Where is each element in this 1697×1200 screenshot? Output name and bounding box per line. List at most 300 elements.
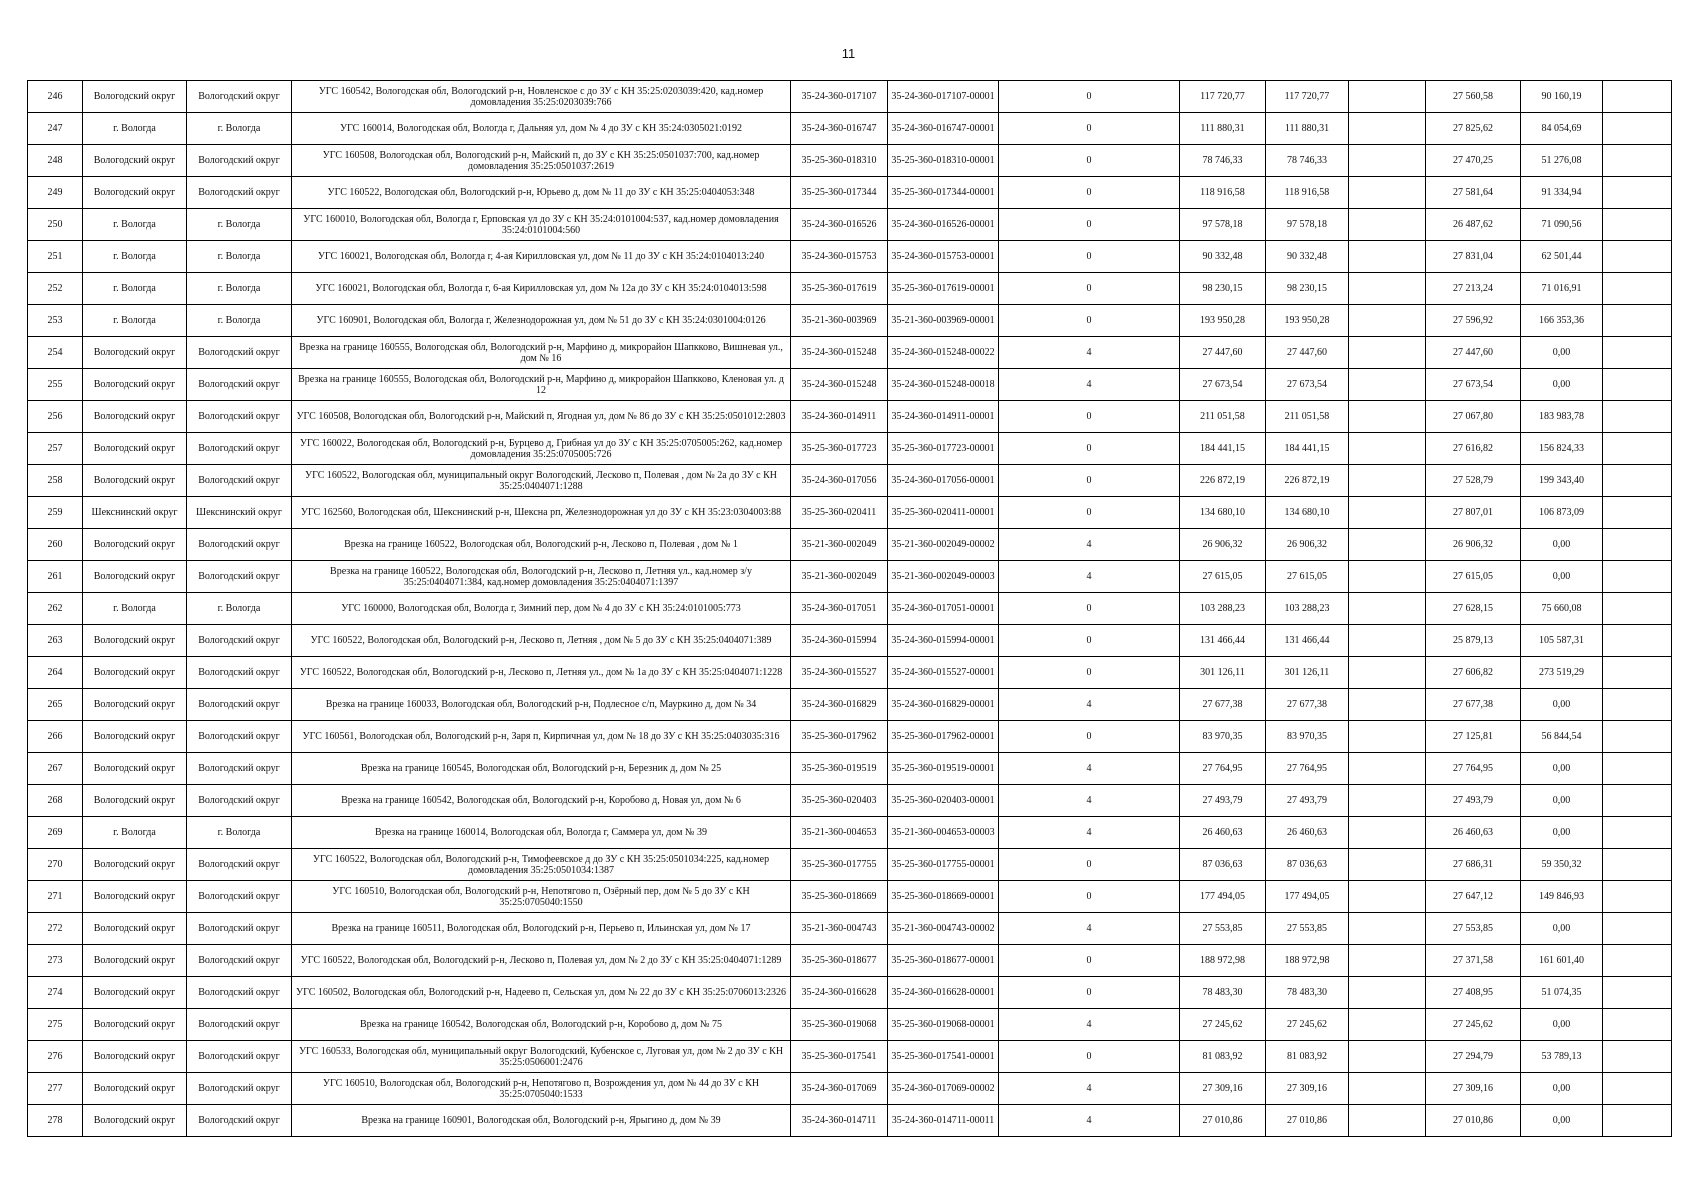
cell-empty-end-column: [1603, 753, 1672, 785]
cell-object-description: УГС 160522, Вологодская обл, Вологодский р-н, Тимофеевское д до ЗУ с КН 35:25:0501034:225, кад.номер домовладения 35:25:0501034:1387: [292, 849, 791, 881]
cell-empty-end-column: [1603, 81, 1672, 113]
cell-municipality: г. Вологда: [83, 593, 187, 625]
cell-row-number: 270: [28, 849, 83, 881]
cell-total-cost-repeat: 27 553,85: [1266, 913, 1349, 945]
cell-municipality: Вологодский округ: [83, 657, 187, 689]
cell-row-number: 274: [28, 977, 83, 1009]
cell-category: 4: [999, 337, 1180, 369]
cell-municipality: Вологодский округ: [83, 529, 187, 561]
cell-contract-code: 35-24-360-016628-00001: [888, 977, 999, 1009]
cell-object-description: УГС 160901, Вологодская обл, Вологда г, Железнодорожная ул, дом № 51 до ЗУ с КН 35:24:0301004:0126: [292, 305, 791, 337]
cell-connection-code: 35-25-360-020403: [791, 785, 888, 817]
cell-municipality: Вологодский округ: [83, 1105, 187, 1137]
cell-empty-end-column: [1603, 785, 1672, 817]
cell-connection-code: 35-25-360-017619: [791, 273, 888, 305]
cell-total-cost-repeat: 90 332,48: [1266, 241, 1349, 273]
cell-district: Вологодский округ: [187, 849, 292, 881]
cell-subsidy-amount: 75 660,08: [1521, 593, 1603, 625]
cell-row-number: 255: [28, 369, 83, 401]
cell-empty-column: [1349, 561, 1426, 593]
cell-row-number: 271: [28, 881, 83, 913]
cell-row-number: 258: [28, 465, 83, 497]
cell-contract-code: 35-25-360-019519-00001: [888, 753, 999, 785]
cell-category: 0: [999, 881, 1180, 913]
cell-empty-end-column: [1603, 1009, 1672, 1041]
cell-category: 4: [999, 913, 1180, 945]
cell-district: Вологодский округ: [187, 369, 292, 401]
cell-empty-end-column: [1603, 881, 1672, 913]
table-row: [28, 625, 1672, 657]
table-row: [28, 465, 1672, 497]
cell-empty-end-column: [1603, 945, 1672, 977]
cell-total-cost: 211 051,58: [1180, 401, 1266, 433]
cell-connection-code: 35-24-360-017056: [791, 465, 888, 497]
cell-empty-column: [1349, 177, 1426, 209]
cell-connection-code: 35-24-360-017069: [791, 1073, 888, 1105]
cell-total-cost-repeat: 131 466,44: [1266, 625, 1349, 657]
cell-object-description: Врезка на границе 160542, Вологодская обл, Вологодский р-н, Коробово д, Новая ул, дом № 6: [292, 785, 791, 817]
cell-district: г. Вологда: [187, 305, 292, 337]
cell-row-number: 249: [28, 177, 83, 209]
cell-applicant-payment: 27 528,79: [1426, 465, 1521, 497]
cell-total-cost: 87 036,63: [1180, 849, 1266, 881]
cell-total-cost-repeat: 98 230,15: [1266, 273, 1349, 305]
cell-subsidy-amount: 59 350,32: [1521, 849, 1603, 881]
cell-applicant-payment: 27 371,58: [1426, 945, 1521, 977]
cell-applicant-payment: 27 493,79: [1426, 785, 1521, 817]
cell-contract-code: 35-24-360-017107-00001: [888, 81, 999, 113]
cell-empty-end-column: [1603, 305, 1672, 337]
cell-total-cost: 90 332,48: [1180, 241, 1266, 273]
cell-district: Шекснинский округ: [187, 497, 292, 529]
cell-municipality: г. Вологда: [83, 113, 187, 145]
cell-total-cost-repeat: 111 880,31: [1266, 113, 1349, 145]
table-row: [28, 593, 1672, 625]
cell-total-cost-repeat: 177 494,05: [1266, 881, 1349, 913]
cell-subsidy-amount: 183 983,78: [1521, 401, 1603, 433]
cell-contract-code: 35-24-360-015527-00001: [888, 657, 999, 689]
cell-municipality: Вологодский округ: [83, 177, 187, 209]
cell-row-number: 272: [28, 913, 83, 945]
cell-row-number: 259: [28, 497, 83, 529]
cell-contract-code: 35-24-360-017069-00002: [888, 1073, 999, 1105]
cell-municipality: Вологодский округ: [83, 465, 187, 497]
cell-object-description: Врезка на границе 160901, Вологодская обл, Вологодский р-н, Ярыгино д, дом № 39: [292, 1105, 791, 1137]
cell-connection-code: 35-21-360-002049: [791, 529, 888, 561]
cell-municipality: Вологодский округ: [83, 977, 187, 1009]
cell-applicant-payment: 27 553,85: [1426, 913, 1521, 945]
cell-empty-end-column: [1603, 497, 1672, 529]
cell-object-description: УГС 160533, Вологодская обл, муниципальный округ Вологодский, Кубенское с, Луговая ул, дом № 2 до ЗУ с КН 35:25:0506001:2476: [292, 1041, 791, 1073]
cell-empty-column: [1349, 305, 1426, 337]
cell-row-number: 269: [28, 817, 83, 849]
table-row: [28, 657, 1672, 689]
cell-total-cost: 134 680,10: [1180, 497, 1266, 529]
cell-empty-column: [1349, 337, 1426, 369]
cell-total-cost: 177 494,05: [1180, 881, 1266, 913]
cell-applicant-payment: 27 616,82: [1426, 433, 1521, 465]
cell-empty-column: [1349, 433, 1426, 465]
cell-connection-code: 35-25-360-019068: [791, 1009, 888, 1041]
cell-applicant-payment: 27 470,25: [1426, 145, 1521, 177]
cell-row-number: 254: [28, 337, 83, 369]
cell-empty-end-column: [1603, 145, 1672, 177]
cell-municipality: г. Вологда: [83, 209, 187, 241]
cell-total-cost-repeat: 83 970,35: [1266, 721, 1349, 753]
cell-total-cost-repeat: 118 916,58: [1266, 177, 1349, 209]
cell-subsidy-amount: 106 873,09: [1521, 497, 1603, 529]
cell-connection-code: 35-24-360-015248: [791, 369, 888, 401]
cell-total-cost-repeat: 226 872,19: [1266, 465, 1349, 497]
cell-contract-code: 35-21-360-002049-00003: [888, 561, 999, 593]
cell-empty-column: [1349, 945, 1426, 977]
cell-contract-code: 35-25-360-018669-00001: [888, 881, 999, 913]
cell-connection-code: 35-25-360-017541: [791, 1041, 888, 1073]
cell-total-cost: 26 906,32: [1180, 529, 1266, 561]
cell-subsidy-amount: 62 501,44: [1521, 241, 1603, 273]
table-row: [28, 209, 1672, 241]
cell-connection-code: 35-25-360-018677: [791, 945, 888, 977]
cell-district: Вологодский округ: [187, 1105, 292, 1137]
cell-empty-column: [1349, 785, 1426, 817]
cell-subsidy-amount: 51 074,35: [1521, 977, 1603, 1009]
cell-municipality: Вологодский округ: [83, 721, 187, 753]
cell-municipality: г. Вологда: [83, 817, 187, 849]
cell-total-cost-repeat: 78 746,33: [1266, 145, 1349, 177]
cell-empty-column: [1349, 753, 1426, 785]
cell-subsidy-amount: 53 789,13: [1521, 1041, 1603, 1073]
cell-subsidy-amount: 71 016,91: [1521, 273, 1603, 305]
cell-municipality: Вологодский округ: [83, 81, 187, 113]
cell-object-description: Врезка на границе 160014, Вологодская обл, Вологда г, Саммера ул, дом № 39: [292, 817, 791, 849]
cell-empty-column: [1349, 273, 1426, 305]
cell-subsidy-amount: 161 601,40: [1521, 945, 1603, 977]
cell-applicant-payment: 27 673,54: [1426, 369, 1521, 401]
cell-empty-end-column: [1603, 1105, 1672, 1137]
cell-municipality: г. Вологда: [83, 241, 187, 273]
cell-connection-code: 35-24-360-017051: [791, 593, 888, 625]
cell-total-cost: 27 447,60: [1180, 337, 1266, 369]
cell-contract-code: 35-21-360-003969-00001: [888, 305, 999, 337]
cell-applicant-payment: 27 596,92: [1426, 305, 1521, 337]
cell-applicant-payment: 27 807,01: [1426, 497, 1521, 529]
cell-municipality: Шекснинский округ: [83, 497, 187, 529]
cell-district: Вологодский округ: [187, 1041, 292, 1073]
cell-object-description: УГС 160542, Вологодская обл, Вологодский р-н, Новленское с до ЗУ с КН 35:25:0203039:420, кад.номер домовладения 35:25:0203039:766: [292, 81, 791, 113]
cell-empty-end-column: [1603, 177, 1672, 209]
cell-applicant-payment: 27 245,62: [1426, 1009, 1521, 1041]
cell-district: Вологодский округ: [187, 913, 292, 945]
cell-municipality: Вологодский округ: [83, 945, 187, 977]
cell-total-cost: 103 288,23: [1180, 593, 1266, 625]
cell-municipality: г. Вологда: [83, 273, 187, 305]
cell-district: Вологодский округ: [187, 881, 292, 913]
cell-category: 0: [999, 209, 1180, 241]
cell-total-cost: 118 916,58: [1180, 177, 1266, 209]
cell-total-cost: 27 010,86: [1180, 1105, 1266, 1137]
cell-district: Вологодский округ: [187, 945, 292, 977]
cell-object-description: Врезка на границе 160545, Вологодская обл, Вологодский р-н, Березник д, дом № 25: [292, 753, 791, 785]
cell-empty-end-column: [1603, 913, 1672, 945]
cell-total-cost: 27 615,05: [1180, 561, 1266, 593]
cell-connection-code: 35-24-360-015248: [791, 337, 888, 369]
cell-category: 0: [999, 945, 1180, 977]
cell-contract-code: 35-21-360-004743-00002: [888, 913, 999, 945]
cell-municipality: Вологодский округ: [83, 785, 187, 817]
cell-empty-end-column: [1603, 1073, 1672, 1105]
cell-row-number: 266: [28, 721, 83, 753]
cell-connection-code: 35-25-360-017962: [791, 721, 888, 753]
cell-row-number: 265: [28, 689, 83, 721]
table-row: [28, 145, 1672, 177]
table-row: [28, 561, 1672, 593]
cell-subsidy-amount: 105 587,31: [1521, 625, 1603, 657]
cell-district: г. Вологда: [187, 593, 292, 625]
cell-district: Вологодский округ: [187, 529, 292, 561]
cell-empty-end-column: [1603, 529, 1672, 561]
cell-subsidy-amount: 71 090,56: [1521, 209, 1603, 241]
cell-subsidy-amount: 0,00: [1521, 561, 1603, 593]
cell-empty-end-column: [1603, 561, 1672, 593]
cell-total-cost-repeat: 188 972,98: [1266, 945, 1349, 977]
cell-empty-end-column: [1603, 273, 1672, 305]
cell-subsidy-amount: 51 276,08: [1521, 145, 1603, 177]
cell-total-cost: 301 126,11: [1180, 657, 1266, 689]
cell-connection-code: 35-25-360-020411: [791, 497, 888, 529]
cell-empty-end-column: [1603, 657, 1672, 689]
cell-category: 0: [999, 401, 1180, 433]
cell-total-cost: 97 578,18: [1180, 209, 1266, 241]
cell-empty-end-column: [1603, 977, 1672, 1009]
cell-contract-code: 35-25-360-017962-00001: [888, 721, 999, 753]
cell-total-cost-repeat: 134 680,10: [1266, 497, 1349, 529]
cell-total-cost: 184 441,15: [1180, 433, 1266, 465]
cell-total-cost-repeat: 78 483,30: [1266, 977, 1349, 1009]
table-row: [28, 689, 1672, 721]
cell-empty-end-column: [1603, 401, 1672, 433]
cell-empty-column: [1349, 849, 1426, 881]
cell-subsidy-amount: 0,00: [1521, 753, 1603, 785]
cell-connection-code: 35-24-360-016526: [791, 209, 888, 241]
cell-total-cost-repeat: 103 288,23: [1266, 593, 1349, 625]
cell-district: Вологодский округ: [187, 657, 292, 689]
cell-category: 4: [999, 561, 1180, 593]
cell-district: Вологодский округ: [187, 977, 292, 1009]
cell-object-description: Врезка на границе 160522, Вологодская обл, Вологодский р-н, Лесково п, Летняя ул., кад.номер з/у 35:25:0404071:384, кад.номер домовладения 35:25:0404071:1397: [292, 561, 791, 593]
cell-contract-code: 35-24-360-014711-00011: [888, 1105, 999, 1137]
cell-empty-column: [1349, 881, 1426, 913]
table-row: [28, 113, 1672, 145]
cell-object-description: Врезка на границе 160555, Вологодская обл, Вологодский р-н, Марфино д, микрорайон Шапкково, Вишневая ул., дом № 16: [292, 337, 791, 369]
cell-total-cost: 27 493,79: [1180, 785, 1266, 817]
cell-object-description: УГС 160010, Вологодская обл, Вологда г, Ерповская ул до ЗУ с КН 35:24:0101004:537, кад.номер домовладения 35:24:0101004:560: [292, 209, 791, 241]
cell-connection-code: 35-24-360-016829: [791, 689, 888, 721]
cell-applicant-payment: 27 647,12: [1426, 881, 1521, 913]
table-row: [28, 241, 1672, 273]
cell-object-description: УГС 160522, Вологодская обл, Вологодский р-н, Лесково п, Летняя ул., дом № 1а до ЗУ с КН 35:25:0404071:1228: [292, 657, 791, 689]
cell-empty-column: [1349, 817, 1426, 849]
cell-municipality: Вологодский округ: [83, 881, 187, 913]
cell-municipality: Вологодский округ: [83, 913, 187, 945]
cell-total-cost-repeat: 27 309,16: [1266, 1073, 1349, 1105]
cell-total-cost: 26 460,63: [1180, 817, 1266, 849]
cell-applicant-payment: 27 628,15: [1426, 593, 1521, 625]
cell-row-number: 250: [28, 209, 83, 241]
table-row: [28, 945, 1672, 977]
cell-object-description: УГС 160014, Вологодская обл, Вологда г, Дальняя ул, дом № 4 до ЗУ с КН 35:24:0305021:0192: [292, 113, 791, 145]
cell-district: Вологодский округ: [187, 689, 292, 721]
cell-total-cost: 27 309,16: [1180, 1073, 1266, 1105]
cell-empty-column: [1349, 977, 1426, 1009]
page-number: 11: [841, 46, 856, 61]
cell-row-number: 256: [28, 401, 83, 433]
cell-total-cost: 78 746,33: [1180, 145, 1266, 177]
cell-object-description: УГС 160510, Вологодская обл, Вологодский р-н, Непотягово п, Возрождения ул, дом № 44 до ЗУ с КН 35:25:0705040:1533: [292, 1073, 791, 1105]
cell-category: 0: [999, 849, 1180, 881]
table-row: [28, 913, 1672, 945]
cell-empty-end-column: [1603, 241, 1672, 273]
cell-subsidy-amount: 199 343,40: [1521, 465, 1603, 497]
cell-municipality: Вологодский округ: [83, 145, 187, 177]
cell-contract-code: 35-25-360-020403-00001: [888, 785, 999, 817]
table-row: [28, 1073, 1672, 1105]
cell-applicant-payment: 27 831,04: [1426, 241, 1521, 273]
cell-row-number: 267: [28, 753, 83, 785]
cell-applicant-payment: 27 010,86: [1426, 1105, 1521, 1137]
cell-object-description: УГС 160021, Вологодская обл, Вологда г, 6-ая Кирилловская ул, дом № 12а до ЗУ с КН 35:24:0104013:598: [292, 273, 791, 305]
cell-object-description: УГС 160508, Вологодская обл, Вологодский р-н, Майский п, до ЗУ с КН 35:25:0501037:700, кад.номер домовладения 35:25:0501037:2619: [292, 145, 791, 177]
cell-district: Вологодский округ: [187, 753, 292, 785]
cell-empty-end-column: [1603, 369, 1672, 401]
cell-municipality: Вологодский округ: [83, 1073, 187, 1105]
cell-total-cost: 188 972,98: [1180, 945, 1266, 977]
cell-applicant-payment: 27 125,81: [1426, 721, 1521, 753]
cell-connection-code: 35-25-360-017344: [791, 177, 888, 209]
cell-object-description: УГС 160522, Вологодская обл, муниципальный округ Вологодский, Лесково п, Полевая , дом № 2а до ЗУ с КН 35:25:0404071:1288: [292, 465, 791, 497]
cell-subsidy-amount: 166 353,36: [1521, 305, 1603, 337]
cell-empty-end-column: [1603, 817, 1672, 849]
cell-object-description: Врезка на границе 160511, Вологодская обл, Вологодский р-н, Перьево п, Ильинская ул, дом № 17: [292, 913, 791, 945]
table-row: [28, 337, 1672, 369]
cell-empty-column: [1349, 1041, 1426, 1073]
cell-row-number: 257: [28, 433, 83, 465]
cell-row-number: 260: [28, 529, 83, 561]
cell-municipality: Вологодский округ: [83, 1041, 187, 1073]
cell-empty-column: [1349, 625, 1426, 657]
cell-row-number: 263: [28, 625, 83, 657]
cell-empty-end-column: [1603, 113, 1672, 145]
cell-applicant-payment: 27 825,62: [1426, 113, 1521, 145]
cell-row-number: 278: [28, 1105, 83, 1137]
cell-category: 0: [999, 305, 1180, 337]
cell-municipality: г. Вологда: [83, 305, 187, 337]
cell-category: 4: [999, 753, 1180, 785]
cell-total-cost-repeat: 27 615,05: [1266, 561, 1349, 593]
cell-row-number: 253: [28, 305, 83, 337]
cell-empty-column: [1349, 657, 1426, 689]
cell-object-description: Врезка на границе 160542, Вологодская обл, Вологодский р-н, Коробово д, дом № 75: [292, 1009, 791, 1041]
cell-connection-code: 35-24-360-015527: [791, 657, 888, 689]
cell-row-number: 276: [28, 1041, 83, 1073]
cell-municipality: Вологодский округ: [83, 689, 187, 721]
cell-connection-code: 35-21-360-002049: [791, 561, 888, 593]
cell-empty-column: [1349, 593, 1426, 625]
table-row: [28, 721, 1672, 753]
cell-contract-code: 35-25-360-018677-00001: [888, 945, 999, 977]
table-row: [28, 1041, 1672, 1073]
table-row: [28, 1009, 1672, 1041]
cell-empty-end-column: [1603, 625, 1672, 657]
cell-empty-end-column: [1603, 593, 1672, 625]
cell-row-number: 273: [28, 945, 83, 977]
table-row: [28, 81, 1672, 113]
cell-subsidy-amount: 0,00: [1521, 913, 1603, 945]
cell-object-description: УГС 160561, Вологодская обл, Вологодский р-н, Заря п, Кирпичная ул, дом № 18 до ЗУ с КН 35:25:0403035:316: [292, 721, 791, 753]
cell-connection-code: 35-21-360-004743: [791, 913, 888, 945]
cell-category: 0: [999, 497, 1180, 529]
cell-total-cost-repeat: 27 447,60: [1266, 337, 1349, 369]
cell-total-cost-repeat: 26 460,63: [1266, 817, 1349, 849]
cell-total-cost: 27 764,95: [1180, 753, 1266, 785]
cell-subsidy-amount: 84 054,69: [1521, 113, 1603, 145]
cell-category: 4: [999, 1073, 1180, 1105]
table-row: [28, 433, 1672, 465]
table-row: [28, 753, 1672, 785]
cell-connection-code: 35-24-360-015994: [791, 625, 888, 657]
cell-total-cost: 27 553,85: [1180, 913, 1266, 945]
cell-applicant-payment: 27 408,95: [1426, 977, 1521, 1009]
cell-row-number: 275: [28, 1009, 83, 1041]
cell-total-cost: 117 720,77: [1180, 81, 1266, 113]
cell-contract-code: 35-25-360-017541-00001: [888, 1041, 999, 1073]
table-row: [28, 273, 1672, 305]
cell-empty-column: [1349, 721, 1426, 753]
cell-connection-code: 35-24-360-015753: [791, 241, 888, 273]
cell-total-cost-repeat: 27 010,86: [1266, 1105, 1349, 1137]
cell-empty-column: [1349, 145, 1426, 177]
cell-connection-code: 35-25-360-017755: [791, 849, 888, 881]
cell-applicant-payment: 27 447,60: [1426, 337, 1521, 369]
cell-municipality: Вологодский округ: [83, 337, 187, 369]
cell-category: 0: [999, 657, 1180, 689]
cell-district: г. Вологда: [187, 817, 292, 849]
cell-subsidy-amount: 0,00: [1521, 1009, 1603, 1041]
cell-contract-code: 35-25-360-017344-00001: [888, 177, 999, 209]
cell-category: 0: [999, 273, 1180, 305]
cell-subsidy-amount: 273 519,29: [1521, 657, 1603, 689]
cell-total-cost-repeat: 26 906,32: [1266, 529, 1349, 561]
cell-contract-code: 35-25-360-020411-00001: [888, 497, 999, 529]
cell-municipality: Вологодский округ: [83, 561, 187, 593]
cell-municipality: Вологодский округ: [83, 625, 187, 657]
cell-district: Вологодский округ: [187, 465, 292, 497]
cell-category: 0: [999, 465, 1180, 497]
cell-object-description: УГС 162560, Вологодская обл, Шекснинский р-н, Шексна рп, Железнодорожная ул до ЗУ с КН 35:23:0304003:88: [292, 497, 791, 529]
table-row: [28, 305, 1672, 337]
cell-district: г. Вологда: [187, 113, 292, 145]
table-row: [28, 529, 1672, 561]
cell-contract-code: 35-24-360-014911-00001: [888, 401, 999, 433]
cell-object-description: УГС 160522, Вологодская обл, Вологодский р-н, Лесково п, Полевая ул, дом № 2 до ЗУ с КН 35:25:0404071:1289: [292, 945, 791, 977]
cell-total-cost: 81 083,92: [1180, 1041, 1266, 1073]
cell-applicant-payment: 27 615,05: [1426, 561, 1521, 593]
cell-row-number: 247: [28, 113, 83, 145]
cell-empty-column: [1349, 497, 1426, 529]
cell-empty-column: [1349, 113, 1426, 145]
cell-total-cost-repeat: 117 720,77: [1266, 81, 1349, 113]
cell-empty-column: [1349, 401, 1426, 433]
data-table: [27, 80, 1672, 1137]
